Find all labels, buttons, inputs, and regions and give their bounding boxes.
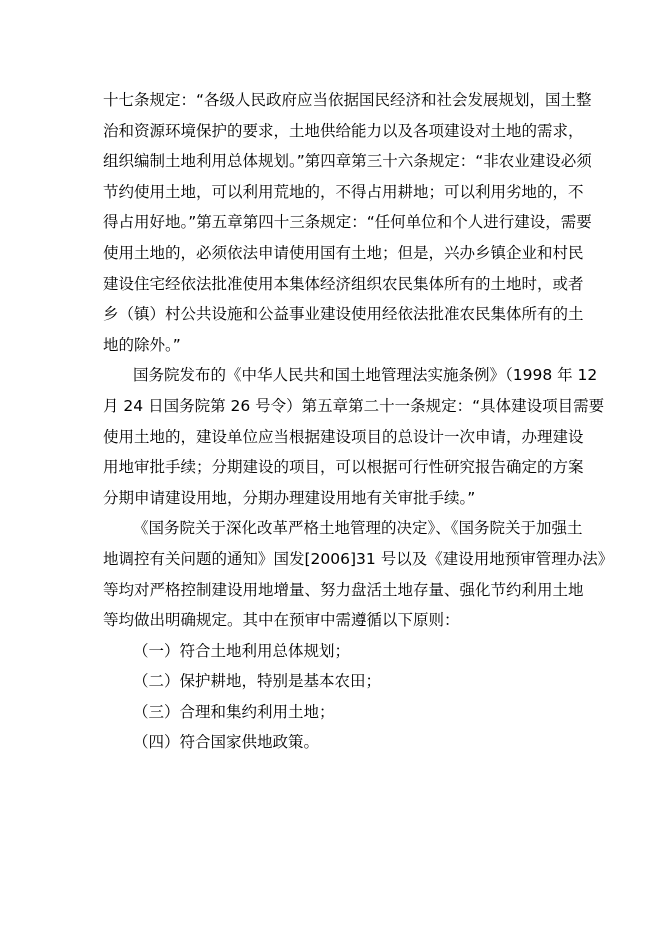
text-line: 等均对严格控制建设用地增量、努力盘活土地存量、强化节约利用土地 [103,580,584,599]
paragraph-state-council-decisions [103,513,614,635]
principles-list [103,636,593,758]
text-line: 使用土地的，建设单位应当根据建设项目的总设计一次申请，办理建设 [103,427,584,446]
text-line: 用地审批手续；分期建设的项目，可以根据可行性研究报告确定的方案 [103,458,584,477]
text-line: 分期申请建设用地，分期办理建设用地有关审批手续。” [103,488,476,507]
text-line: 十七条规定：“各级人民政府应当依据国民经济和社会发展规划，国土整 [103,91,592,109]
text-line: 得占用好地。”第五章第四十三条规定：“任何单位和个人进行建设，需要 [103,213,592,232]
list-item: （三）合理和集约利用土地； [133,702,335,721]
text-line: 使用土地的，必须依法申请使用国有土地；但是，兴办乡镇企业和村民 [103,243,584,262]
text-line: 建设住宅经依法批准使用本集体经济组织农民集体所有的土地时，或者 [103,274,584,293]
list-item: （二）保护耕地，特别是基本农田； [133,672,382,691]
paragraph-land-law-provisions [103,85,593,360]
text-line: 月 24 日国务院第 26 号令）第五章第二十一条规定：“具体建设项目需要 [103,396,605,415]
text-line: 等均做出明确规定。其中在预审中需遵循以下原则： [103,611,460,630]
document-body [103,85,614,758]
text-line: 治和资源环境保护的要求，土地供给能力以及各项建设对土地的需求， [103,121,584,140]
list-item: （一）符合土地利用总体规划； [133,641,351,660]
text-line: 《国务院关于深化改革严格土地管理的决定》、《国务院关于加强土 [133,519,583,538]
text-line: 节约使用土地，可以利用荒地的，不得占用耕地；可以利用劣地的，不 [103,182,584,201]
text-line: 地的除外。” [103,335,181,354]
list-item: （四）符合国家供地政策。 [133,733,320,752]
text-line: 乡（镇）村公共设施和公益事业建设使用经依法批准农民集体所有的土 [103,305,584,324]
paragraph-implementation-regulations [103,360,605,513]
text-line: 地调控有关问题的通知》国发[2006]31 号以及《建设用地预审管理办法》 [103,549,614,568]
text-line: 组织编制土地利用总体规划。”第四章第三十六条规定：“非农业建设必须 [103,152,592,171]
text-line: 国务院发布的《中华人民共和国土地管理法实施条例》（1998 年 12 [133,366,598,385]
